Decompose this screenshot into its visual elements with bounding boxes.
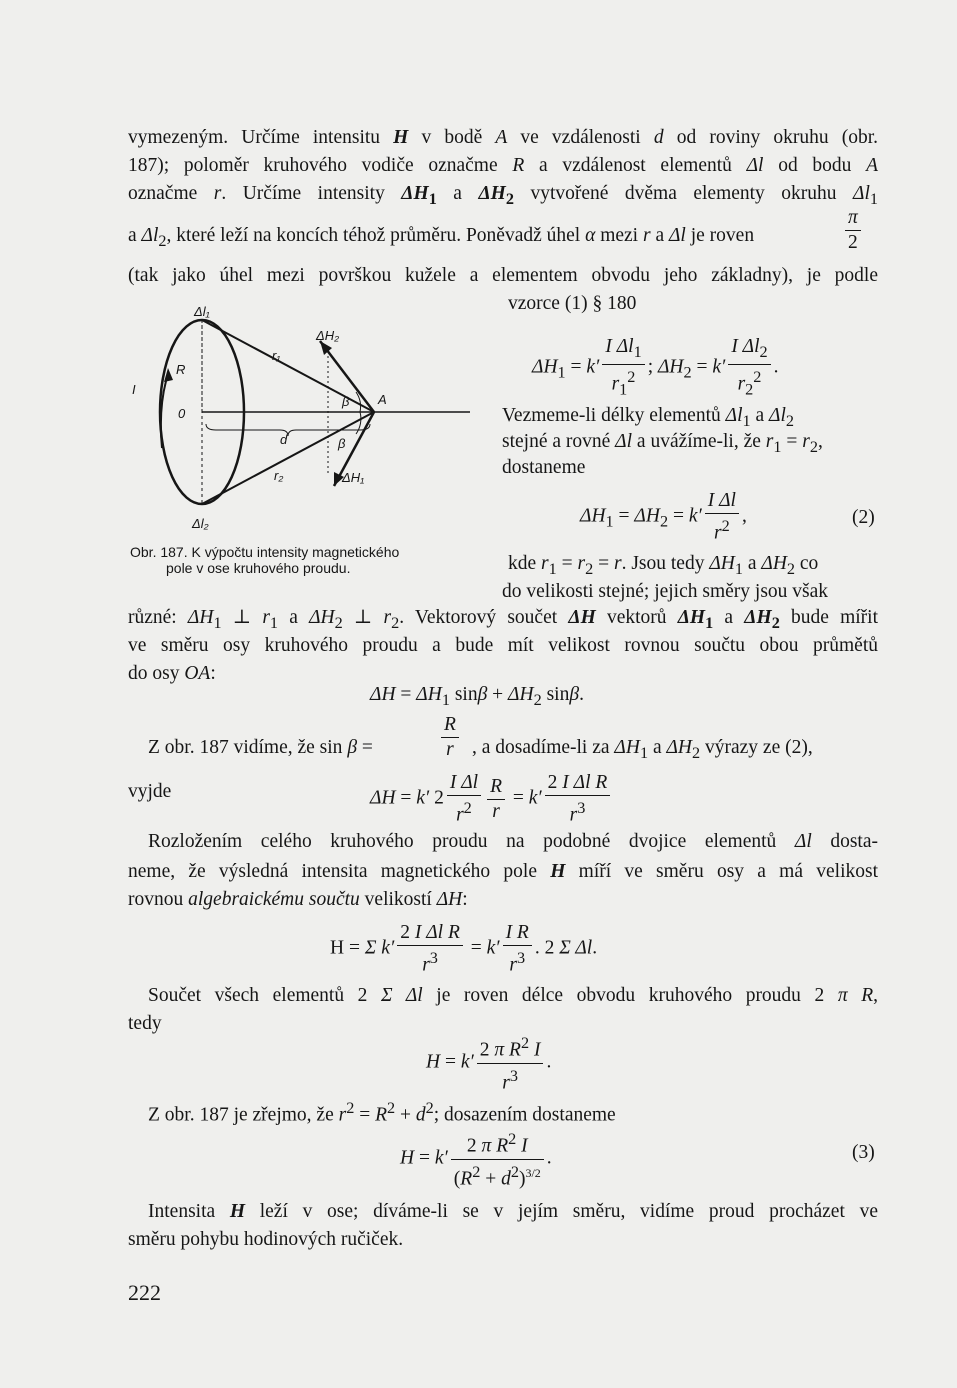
para4-line2: vyjde bbox=[128, 781, 172, 802]
para8-line1: Intensita H leží v ose; díváme-li se v jejím směru, vidíme proud procházet ve bbox=[148, 1201, 878, 1222]
sin-beta-fraction: $\frac{R}{r}$ bbox=[438, 714, 462, 761]
para4-line1a: Z obr. 187 vidíme, že sin β = bbox=[148, 737, 373, 758]
para6-line1: Součet všech elementů 2 Σ Δl je roven délce obvodu kruhového proudu 2 π R, bbox=[148, 985, 878, 1006]
para3-line5: do osy OA: bbox=[128, 663, 216, 684]
label-dH1: ΔH₁ bbox=[342, 470, 365, 485]
label-r1: r₁ bbox=[272, 348, 281, 363]
emphasis-algebraic-sum: algebraickému součtu bbox=[188, 889, 360, 910]
para2-line3: dostaneme bbox=[502, 457, 586, 478]
para7: Z obr. 187 je zřejmo, že $r^2 = R^2 + d^2$; dosazením dostaneme bbox=[148, 1099, 616, 1126]
para2-line2: stejné a rovné Δl a uvážíme-li, že $r_1 = r_2$, bbox=[502, 431, 823, 456]
figure-caption-line2: pole v ose kruhového proudu. bbox=[166, 560, 351, 576]
para1-line4: a $\Delta l_2$, které leží na koncích téhož průměru. Poněvadž úhel α mezi r a Δl je roven bbox=[128, 225, 755, 250]
equation-dH1-dH2: $\Delta H_1 = k'$ $\frac{I \Delta l_1}{r_1^2}$ ; $\Delta H_2 = k'$ $\frac{I \Delta l_2}{r_2^2}$ . bbox=[532, 336, 779, 399]
equation-3-number: (3) bbox=[852, 1142, 875, 1163]
equation-H: H = Σ k′ $\frac{\text{2 I Δl R}}{r^3}$ = k′ $\frac{\text{I R}}{r^3}$ . 2 Σ Δl. bbox=[330, 922, 598, 976]
para1-line5: (tak jako úhel mezi površkou kužele a elementem obvodu jeho základny), je podle bbox=[128, 265, 878, 286]
para8-line2: směru pohybu hodinových ručiček. bbox=[128, 1229, 404, 1250]
label-I: I bbox=[132, 382, 136, 397]
equation-vyjde: ΔH = k′ 2 $\frac{\text{I Δl}}{r^2}$ $\frac{R}{r}$ = k′ $\frac{\text{2 I Δl R}}{r^3}$ bbox=[370, 772, 613, 827]
equation-2: $\Delta H_1 = \Delta H_2 = k'$ $\frac{\text{I Δl}}{r^2}$ , bbox=[580, 490, 747, 544]
para3-line2: do velikosti stejné; jejich směry jsou však bbox=[502, 581, 829, 602]
label-beta-top: β bbox=[342, 394, 350, 409]
page-number: 222 bbox=[128, 1280, 161, 1305]
para5-line3: rovnou algebraickému součtu velikostí ΔH: bbox=[128, 889, 468, 910]
label-A: A bbox=[378, 392, 387, 407]
para6-line2: tedy bbox=[128, 1013, 162, 1034]
para3-line1: kde $r_1 = r_2 = r$. Jsou tedy $\Delta H_1$ a $\Delta H_2$ co bbox=[508, 553, 819, 578]
equation-H2: H = k′ $\frac{2 \pi R^2 I}{r^3}$ . bbox=[426, 1034, 552, 1093]
para3-line3: různé: $\Delta H_1$ ⊥ $r_1$ a $\Delta H_2$ ⊥ $r_2$. Vektorový součet ΔH vektorů $\Delta H_1$ a $\Delta H_2$ bude mířit bbox=[128, 607, 879, 632]
para4-line1b: , a dosadíme-li za $\Delta H_1$ a $\Delta H_2$ výrazy ze (2), bbox=[472, 737, 813, 762]
label-r2: r₂ bbox=[274, 468, 284, 483]
para1-line1: vymezeným. Určíme intensitu H v bodě A ve vzdálenosti d od roviny okruhu (obr. bbox=[128, 127, 879, 148]
label-d: d bbox=[280, 432, 288, 447]
equation-sum: $\Delta H = \Delta H_1$ $\sin\beta + \Delta H_2$ sinβ. bbox=[370, 684, 584, 709]
para5-line2: neme, že výsledná intensita magnetického pole H míří ve směru osy a má velikost bbox=[128, 861, 879, 882]
para2-line1: Vezmeme-li délky elementů $\Delta l_1$ a $\Delta l_2$ bbox=[502, 405, 795, 430]
label-dH2: ΔH₂ bbox=[316, 328, 340, 343]
para5-line1: Rozložením celého kruhového proudu na podobné dvojice elementů Δl dosta- bbox=[148, 831, 878, 852]
para1-line3: označme r. Určíme intensity $\Delta H_1$ a $\Delta H_2$ vytvořené dvěma elementy okruhu $\Delta l_1$ bbox=[128, 183, 878, 208]
para1-line2: 187); poloměr kruhového vodiče označme R a vzdálenost elementů Δl od bodu A bbox=[128, 155, 879, 176]
label-O: 0 bbox=[178, 406, 186, 421]
para3-line4: ve směru osy kruhového proudu a bude mít velikost rovnou součtu obou průmětů bbox=[128, 635, 878, 656]
figure-187 bbox=[120, 296, 500, 536]
formula-reference: vzorce (1) § 180 bbox=[508, 293, 637, 314]
figure-caption-line1: Obr. 187. K výpočtu intensity magnetického bbox=[130, 544, 400, 560]
equation-2-number: (2) bbox=[852, 507, 875, 528]
label-dl1: Δl₁ bbox=[194, 304, 210, 319]
label-beta-bottom: β bbox=[338, 436, 346, 451]
label-dl2: Δl₂ bbox=[192, 516, 209, 531]
label-R: R bbox=[176, 362, 186, 377]
equation-3: H = k′ $\frac{2 \pi R^2 I}{(R^2 + d^2)^{3/2}}$ . bbox=[400, 1130, 552, 1189]
pi-over-2: $\frac{\pi}{2}$ bbox=[842, 207, 864, 254]
